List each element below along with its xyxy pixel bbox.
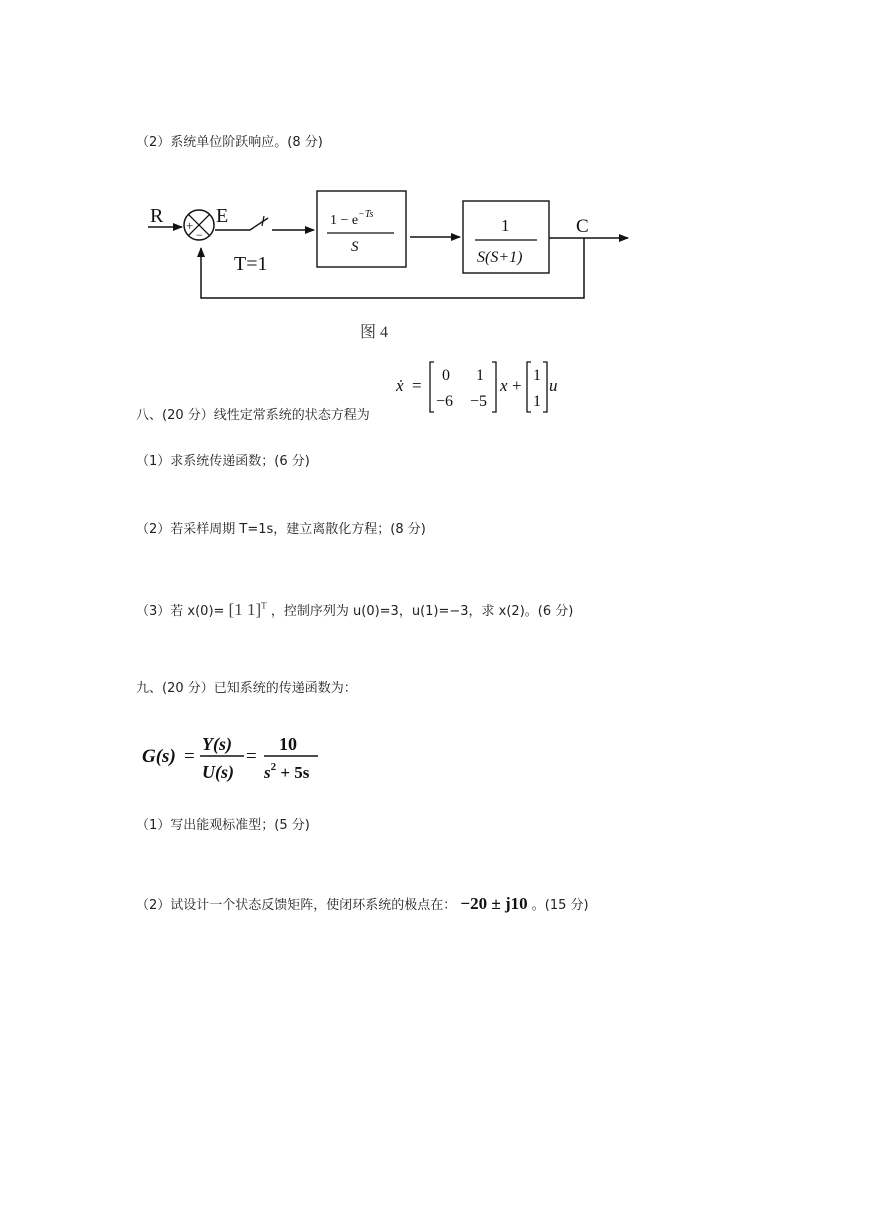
svg-text:=: = [184,746,195,767]
q7-sub2-text: （2）系统单位阶跃响应。(8 分) [136,135,323,150]
input-label-r: R [150,205,164,227]
svg-text:G(s): G(s) [142,746,176,767]
output-label-c: C [576,216,589,237]
svg-text:ẋ: ẋ [396,376,404,395]
plant-denominator: S(S+1) [477,249,523,266]
zoh-denominator: S [351,239,359,255]
svg-text:Y(s): Y(s) [202,734,232,754]
q9-sub2-suffix: 。(15 分) [531,898,589,913]
q8-sub1-text: （1）求系统传递函数；(6 分) [136,454,310,469]
target-poles: −20 ± j10 [460,894,528,913]
svg-text:+: + [512,376,522,395]
svg-text:s2 + 5s: $s^2 + 5s$ [264,761,310,782]
zoh-block [317,191,406,267]
q9-sub2-prefix: （2）试设计一个状态反馈矩阵，使闭环系统的极点在： [136,898,457,913]
summing-junction [184,210,214,242]
q9-sub1-text: （1）写出能观标准型；(5 分) [136,818,310,833]
svg-text:1: 1 [476,367,484,384]
q8-sub3-line [136,600,573,620]
svg-text:1: 1 [533,393,541,410]
svg-text:=: = [412,376,422,395]
q8-sub2-text: （2）若采样周期 T=1s，建立离散化方程；(8 分) [136,522,426,537]
svg-text:10: 10 [279,734,297,754]
q8-sub3-suffix: ，控制序列为 u(0)=3，u(1)=−3，求 x(2)。(6 分) [270,604,574,619]
q8-sub3-prefix: （3）若 x(0)= [136,604,225,619]
svg-text:1: 1 [533,367,541,384]
q9-sub2-line [136,894,589,914]
svg-text:−6: −6 [436,393,454,410]
plus-sign: + [186,218,194,233]
error-label-e: E [216,205,229,227]
q9-intro-text: 九、(20 分）已知系统的传递函数为： [136,681,357,696]
svg-text:U(s): U(s) [202,762,234,782]
figure-caption: 图 4 [360,324,389,341]
q8-intro-text: 八、(20 分）线性定常系统的状态方程为 [136,408,370,423]
svg-text:=: = [246,746,257,767]
initial-state-vector: [1 1]$^T$ [228,600,267,619]
block-diagram [0,180,869,500]
svg-text:0: 0 [442,367,450,384]
svg-text:−5: −5 [470,393,488,410]
minus-sign: − [196,228,203,242]
zoh-numerator: $1 - e^{-Ts}$ [330,209,374,228]
plant-numerator: 1 [501,216,510,235]
svg-text:x: x [500,376,508,395]
sampler-label: T=1 [234,253,268,275]
svg-text:u: u [549,376,558,395]
state-equation [392,358,592,418]
transfer-function [140,730,340,790]
